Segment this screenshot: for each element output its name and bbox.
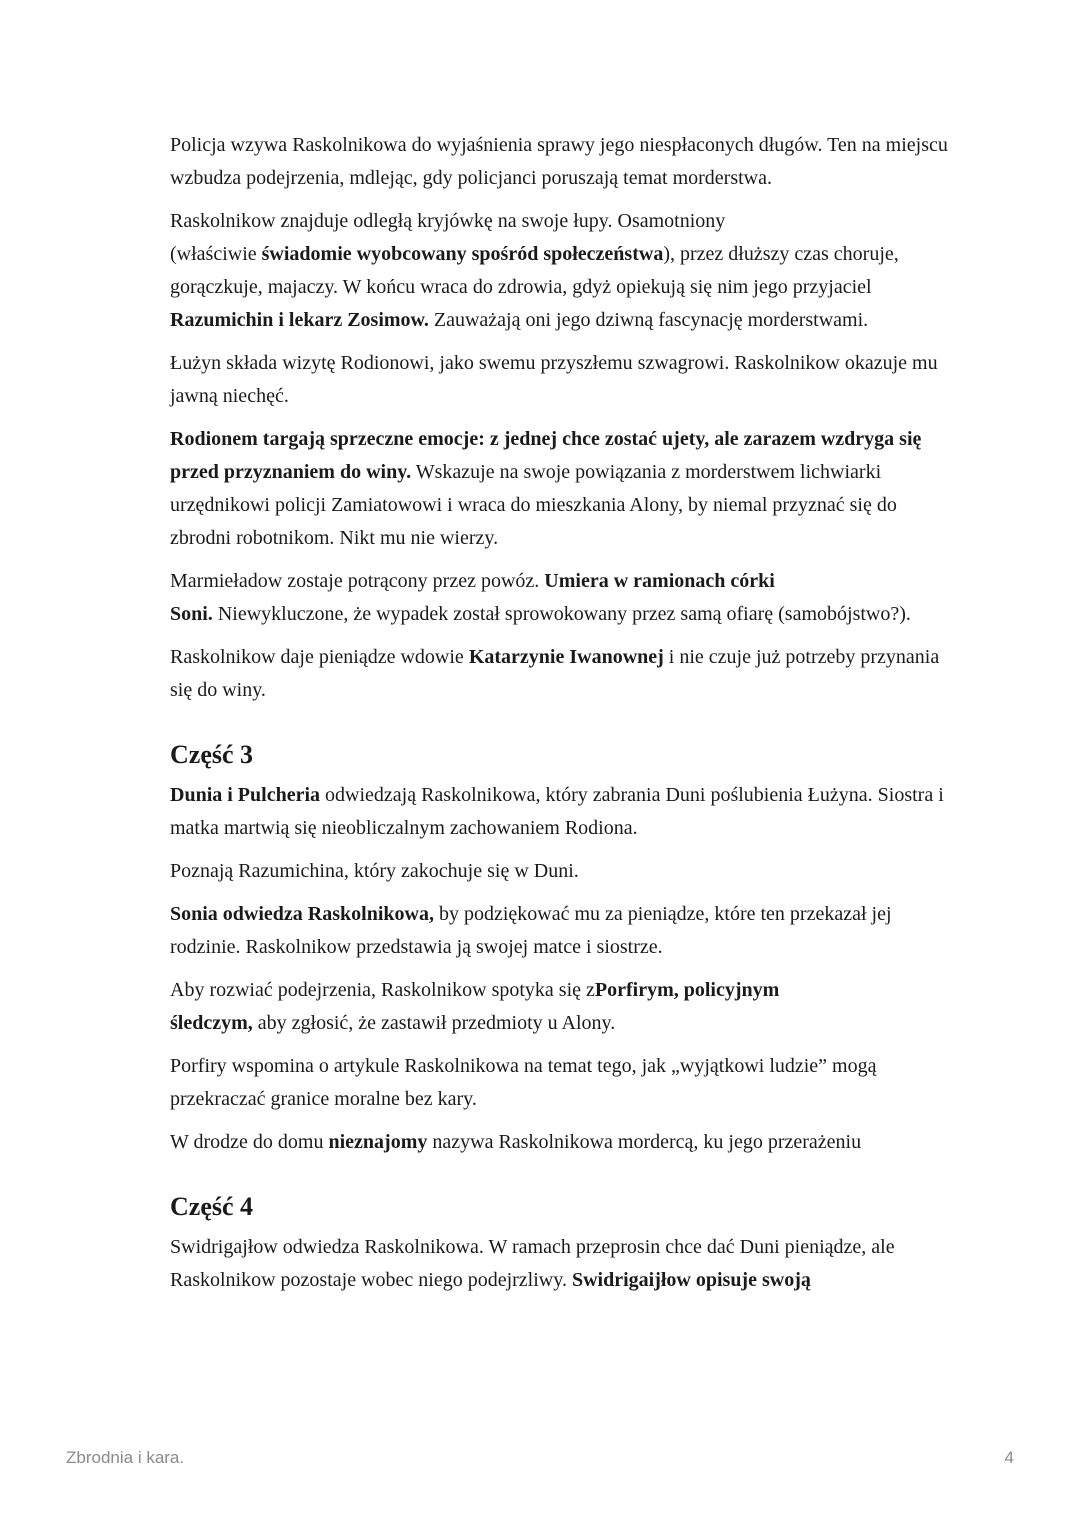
paragraph [170, 423, 960, 555]
bold-text: świadomie wyobcowany spośród społeczeństwa [261, 243, 664, 265]
bold-text: Dunia i Pulcheria [170, 784, 321, 806]
text-run: (właściwie [170, 243, 262, 265]
bold-text: Swidrigaijłow opisuje swoją [571, 1269, 811, 1291]
paragraph [170, 974, 960, 1040]
paragraph [170, 779, 960, 845]
footer-page-number: 4 [1004, 1448, 1014, 1467]
text-run: Swidrigajłow odwiedza Raskolnikowa. W ramach przeprosin chce dać Duni pieniądze, ale Raskolnikow pozostaje wobec niego podejrzliwy. [170, 1236, 895, 1291]
text-run: W drodze do domu [170, 1131, 329, 1153]
text-run: Wskazuje na swoje powiązania z morderstwem lichwiarki urzędnikowi policji Zamiatowowi i wraca do mieszkania Alony, by niemal przyznać się do zbrodni robotnikom. Nikt mu nie wierzy. [170, 461, 897, 549]
paragraph [170, 129, 960, 195]
text-run: i nie czuje już potrzeby przynania się do winy. [170, 646, 940, 701]
text-run: Porfiry wspomina o artykule Raskolnikowa na temat tego, jak „wyjątkowi ludzie” mogą przekraczać granice moralne bez kary. [170, 1055, 877, 1110]
section-part4 [170, 1231, 960, 1297]
section-part2-continued [170, 129, 960, 707]
bold-text: Rodionem targają sprzeczne emocje: z jednej chce zostać ujety, ale zarazem wzdryga się przed przyznaniem do winy. [170, 428, 922, 483]
bold-text: Soni. [170, 603, 213, 625]
bold-text: Umiera w ramionach córki [544, 570, 775, 592]
text-run: Marmieładow zostaje potrącony przez powóz. [170, 570, 545, 592]
text-run: by podziękować mu za pieniądze, które ten przekazał jej rodzinie. Raskolnikow przedstawia ją swojej matce i siostrze. [170, 903, 892, 958]
bold-text: nieznajomy [328, 1131, 428, 1153]
text-run: Poznają Razumichina, który zakochuje się w Duni. [170, 860, 579, 882]
bold-text: śledczym, [170, 1012, 253, 1034]
text-run: Zauważają oni jego dziwną fascynację morderstwami. [428, 309, 869, 331]
paragraph [170, 1126, 960, 1159]
paragraph [170, 855, 960, 888]
paragraph [170, 1050, 960, 1116]
text-run: Łużyn składa wizytę Rodionowi, jako swemu przyszłemu szwagrowi. Raskolnikow okazuje mu jawną niechęć. [170, 352, 938, 407]
document-body [170, 129, 960, 1307]
paragraph [170, 205, 960, 337]
paragraph [170, 641, 960, 707]
text-run: aby zgłosić, że zastawił przedmioty u Alony. [252, 1012, 616, 1034]
heading-part3: Część 3 [170, 740, 254, 769]
footer-document-title: Zbrodnia i kara. [66, 1448, 185, 1467]
bold-text: Sonia odwiedza Raskolnikowa, [170, 903, 434, 925]
text-run: Niewykluczone, że wypadek został sprowokowany przez samą ofiarę (samobójstwo?). [212, 603, 911, 625]
text-run: ), przez dłuższy czas choruje, gorączkuje, majaczy. W końcu wraca do zdrowia, gdyż opiekują się nim jego przyjaciel [170, 243, 899, 298]
heading-part4: Część 4 [170, 1192, 254, 1221]
text-run: odwiedzają Raskolnikowa, który zabrania Duni poślubienia Łużyna. Siostra i matka martwią się nieobliczalnym zachowaniem Rodiona. [170, 784, 944, 839]
bold-text: Razumichin i lekarz Zosimow. [170, 309, 429, 331]
text-run: nazywa Raskolnikowa mordercą, ku jego przerażeniu [427, 1131, 862, 1153]
bold-text: Porfirym, policyjnym [594, 979, 780, 1001]
paragraph [170, 1231, 960, 1297]
paragraph [170, 347, 960, 413]
section-part3 [170, 779, 960, 1159]
text-run: Aby rozwiać podejrzenia, Raskolnikow spotyka się z [170, 979, 595, 1001]
text-run: Raskolnikow daje pieniądze wdowie [170, 646, 469, 668]
text-run: Policja wzywa Raskolnikowa do wyjaśnienia sprawy jego niespłaconych długów. Ten na miejscu wzbudza podejrzenia, mdlejąc, gdy policjanci poruszają temat morderstwa. [170, 134, 948, 189]
text-run: Raskolnikow znajduje odległą kryjówkę na swoje łupy. Osamotniony [170, 210, 726, 232]
paragraph [170, 565, 960, 631]
paragraph [170, 898, 960, 964]
bold-text: Katarzynie Iwanownej [468, 646, 664, 668]
